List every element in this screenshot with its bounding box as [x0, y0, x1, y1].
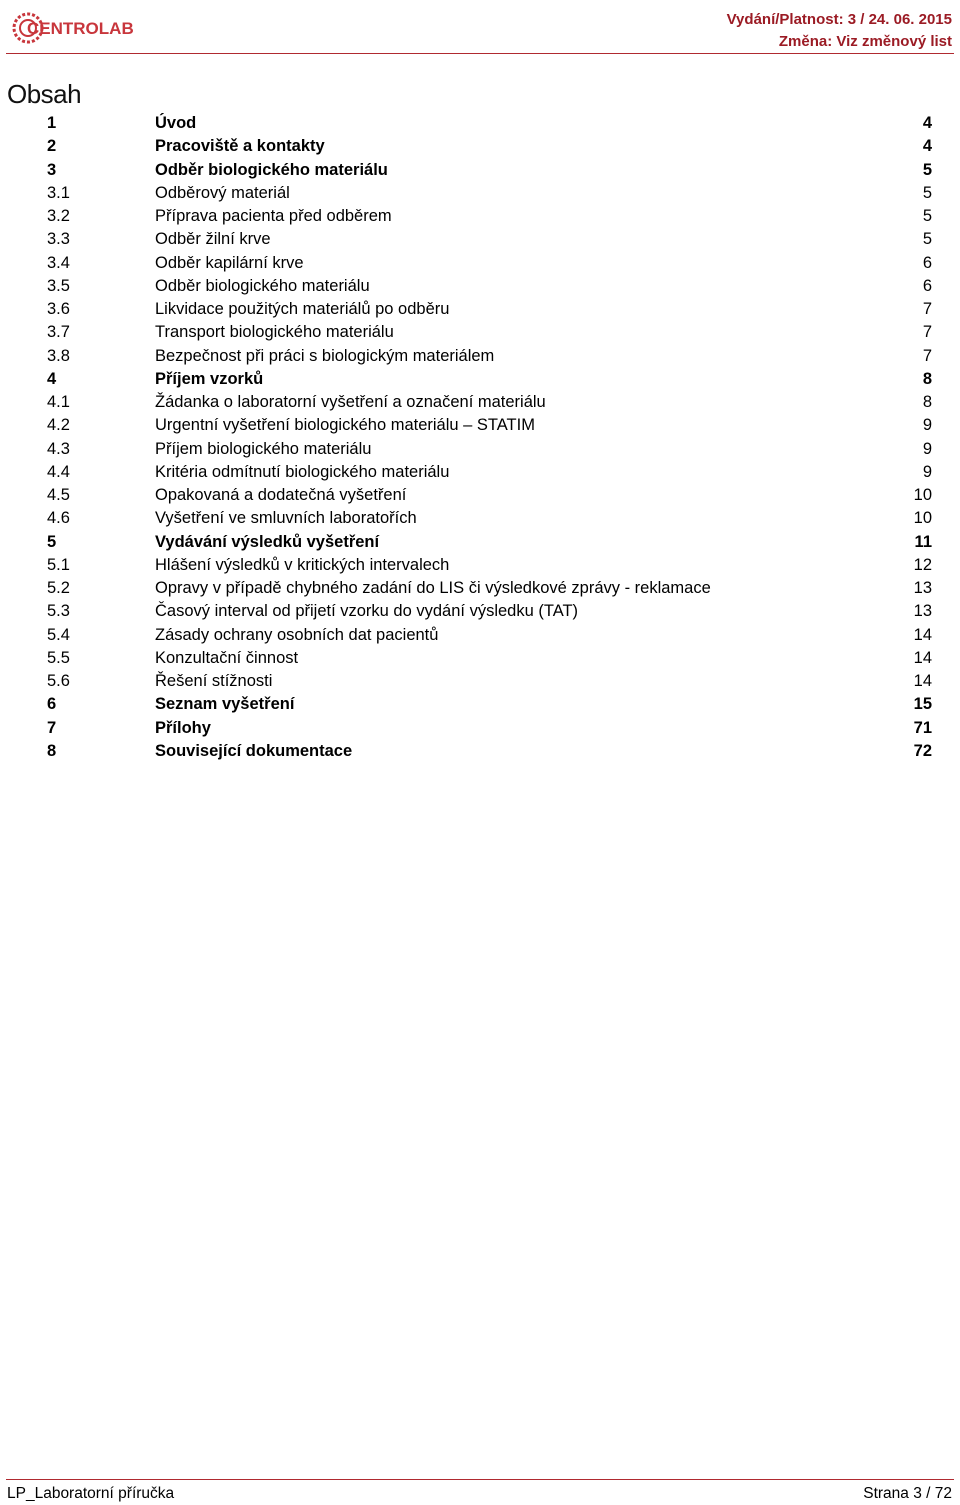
toc-entry-number: 2	[47, 137, 57, 156]
toc-entry-number: 3.8	[47, 346, 70, 365]
centrolab-logo	[12, 6, 142, 50]
toc-entry-number: 6	[47, 695, 57, 714]
toc-entry-number: 5.6	[47, 672, 70, 690]
toc-entry[interactable]	[0, 670, 960, 693]
toc-entry-label: Opravy v případě chybného zadání do LIS či výsledkové zprávy - reklamace	[155, 579, 711, 597]
footer-page-info: Strana 3 / 72	[863, 1485, 952, 1502]
toc-entry-label: Opakovaná a dodatečná vyšetření	[155, 486, 407, 504]
toc-entry-label: Časový interval od přijetí vzorku do vydání výsledku (TAT)	[155, 602, 579, 621]
change-note: Změna: Viz změnový list	[778, 33, 952, 50]
toc-entry-page: 14	[913, 672, 932, 690]
toc-entry-page: 4	[922, 114, 932, 132]
toc-entry-label: Odběr biologického materiálu	[155, 160, 388, 179]
toc-entry[interactable]	[0, 182, 960, 205]
toc-entry[interactable]	[0, 205, 960, 228]
toc-entry[interactable]	[0, 624, 960, 647]
toc-entry-label: Zásady ochrany osobních dat pacientů	[155, 625, 439, 644]
toc-entry[interactable]	[0, 321, 960, 344]
toc-entry[interactable]	[0, 484, 960, 507]
toc-entry-number: 3.2	[47, 207, 70, 225]
toc-entry-label: Související dokumentace	[155, 741, 353, 760]
toc-entry-number: 5	[47, 532, 57, 551]
toc-entry-label: Vydávání výsledků vyšetření	[155, 532, 380, 551]
header-divider	[6, 53, 954, 54]
toc-entry-label: Přílohy	[155, 718, 211, 737]
logo-graphic	[12, 6, 142, 50]
page-header	[0, 0, 960, 56]
toc-entry-number: 4.3	[47, 439, 70, 458]
toc-entry-label: Žádanka o laboratorní vyšetření a označení materiálu	[155, 393, 546, 411]
toc-entry-page: 7	[922, 300, 932, 318]
toc-entry-label: Řešení stížnosti	[155, 672, 273, 690]
toc-entry-number: 5.5	[47, 648, 70, 667]
toc-entry-page: 10	[913, 486, 932, 504]
toc-entry-number: 4.6	[47, 509, 70, 528]
toc-title: Obsah	[7, 79, 82, 109]
toc-entry[interactable]	[0, 647, 960, 670]
toc-entry[interactable]	[0, 554, 960, 577]
toc-entry[interactable]	[0, 228, 960, 251]
toc-entry-label: Příprava pacienta před odběrem	[155, 207, 392, 225]
toc-entry[interactable]	[0, 252, 960, 275]
toc-entry-number: 4.5	[47, 486, 70, 504]
footer-divider	[6, 1479, 954, 1480]
toc-entry-page: 7	[922, 323, 932, 342]
toc-entry-page: 8	[922, 393, 932, 411]
toc-entry-page: 4	[922, 137, 932, 156]
toc-entry-page: 14	[913, 648, 932, 667]
toc-entry-page: 12	[913, 555, 932, 574]
toc-entry-label: Odběr kapilární krve	[155, 253, 304, 272]
toc-entry-page: 5	[922, 183, 932, 202]
toc-entry[interactable]	[0, 438, 960, 461]
toc-entry-page: 71	[913, 718, 932, 737]
toc-entry-label: Hlášení výsledků v kritických intervalech	[155, 555, 450, 574]
toc-entry-page: 11	[914, 532, 932, 551]
toc-entry[interactable]	[0, 112, 960, 135]
toc-entry[interactable]	[0, 507, 960, 530]
toc-entry-number: 3.4	[47, 253, 70, 272]
toc-entry-number: 3.7	[47, 323, 70, 342]
toc-entry-page: 8	[922, 369, 932, 388]
toc-entry-number: 3.3	[47, 230, 70, 249]
toc-entry-page: 14	[913, 625, 932, 644]
toc-entry-label: Konzultační činnost	[155, 648, 299, 667]
toc-entry-page: 9	[922, 439, 932, 458]
toc-entry[interactable]	[0, 159, 960, 182]
toc-entry[interactable]	[0, 717, 960, 740]
toc-entry-page: 9	[922, 416, 932, 435]
toc-entry[interactable]	[0, 414, 960, 437]
toc-entry-page: 13	[913, 602, 932, 621]
table-of-contents	[0, 112, 960, 763]
toc-entry[interactable]	[0, 391, 960, 414]
toc-entry-page: 5	[922, 160, 932, 179]
toc-entry-label: Seznam vyšetření	[155, 695, 295, 714]
toc-entry-label: Pracoviště a kontakty	[155, 137, 325, 156]
toc-entry[interactable]	[0, 531, 960, 554]
toc-entry-number: 3.5	[47, 276, 70, 295]
edition-validity: Vydání/Platnost: 3 / 24. 06. 2015	[726, 11, 952, 28]
toc-entry[interactable]	[0, 275, 960, 298]
toc-entry-number: 5.4	[47, 625, 70, 644]
toc-entry-label: Odběrový materiál	[155, 183, 290, 202]
toc-entry-number: 7	[47, 718, 57, 737]
toc-entry-number: 3	[47, 160, 57, 179]
toc-entry-page: 9	[922, 462, 932, 481]
toc-entry-number: 4.4	[47, 462, 70, 481]
toc-entry-label: Urgentní vyšetření biologického materiálu – STATIM	[155, 416, 535, 435]
toc-entry[interactable]	[0, 135, 960, 158]
toc-entry-number: 5.3	[47, 602, 70, 621]
toc-entry-page: 5	[922, 230, 932, 249]
toc-entry-label: Kritéria odmítnutí biologického materiálu	[155, 462, 450, 481]
toc-entry-label: Likvidace použitých materiálů po odběru	[155, 300, 450, 318]
toc-entry-page: 5	[922, 207, 932, 225]
toc-entry[interactable]	[0, 693, 960, 716]
toc-entry-page: 15	[913, 695, 932, 714]
toc-entry[interactable]	[0, 345, 960, 368]
toc-entry[interactable]	[0, 740, 960, 763]
toc-entry-label: Bezpečnost při práci s biologickým materiálem	[155, 346, 495, 365]
toc-entry-number: 3.6	[47, 300, 70, 318]
toc-entry-label: Úvod	[155, 114, 197, 132]
toc-entry-number: 3.1	[47, 183, 70, 202]
toc-entry[interactable]	[0, 461, 960, 484]
toc-entry-number: 5.2	[47, 579, 70, 597]
toc-entry[interactable]	[0, 298, 960, 321]
header-meta	[727, 9, 952, 53]
toc-entry-label: Odběr žilní krve	[155, 230, 271, 249]
toc-entry[interactable]	[0, 600, 960, 623]
toc-entry-page: 10	[913, 509, 932, 528]
logo-wordmark: CENTROLAB	[27, 19, 134, 38]
toc-entry-label: Příjem biologického materiálu	[155, 439, 372, 458]
toc-entry-label: Vyšetření ve smluvních laboratořích	[155, 509, 417, 528]
footer-document-name: LP_Laboratorní příručka	[7, 1485, 175, 1502]
toc-entry-page: 13	[913, 579, 932, 597]
toc-entry-label: Příjem vzorků	[155, 369, 264, 388]
toc-entry[interactable]	[0, 368, 960, 391]
toc-entry-label: Transport biologického materiálu	[155, 323, 394, 342]
toc-entry[interactable]	[0, 577, 960, 600]
toc-entry-page: 7	[922, 346, 932, 365]
toc-entry-page: 72	[913, 741, 932, 760]
toc-entry-number: 4.2	[47, 416, 70, 435]
toc-entry-number: 1	[47, 114, 57, 132]
toc-entry-page: 6	[922, 253, 932, 272]
toc-entry-number: 4	[47, 369, 57, 388]
toc-entry-page: 6	[922, 276, 932, 295]
toc-entry-label: Odběr biologického materiálu	[155, 276, 370, 295]
toc-entry-number: 5.1	[47, 555, 70, 574]
toc-entry-number: 8	[47, 741, 57, 760]
toc-entry-number: 4.1	[47, 393, 70, 411]
